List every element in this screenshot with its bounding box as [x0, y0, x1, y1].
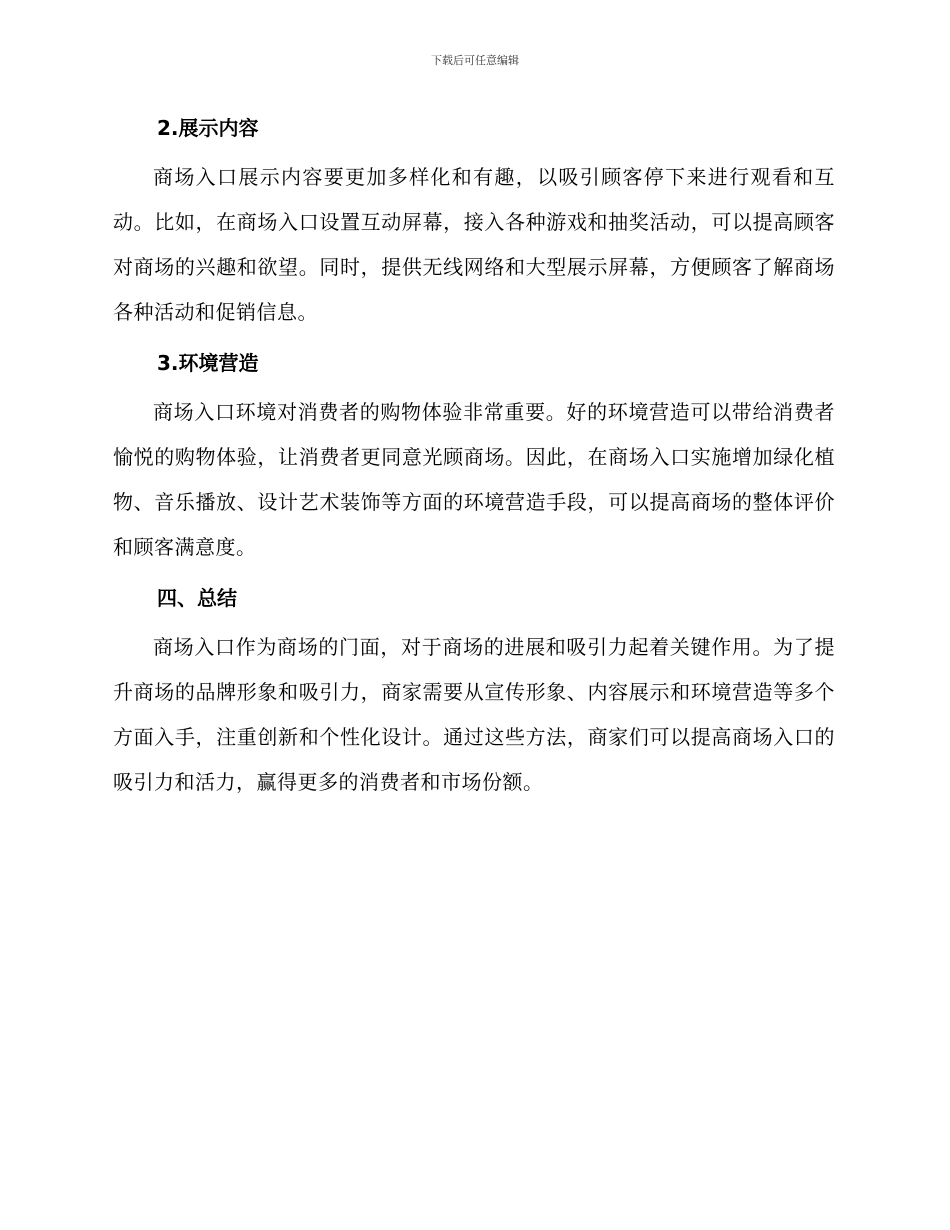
paragraph-summary: 商场入口作为商场的门面，对于商场的进展和吸引力起着关键作用。为了提升商场的品牌形象和吸引力，商家需要从宣传形象、内容展示和环境营造等多个方面入手，注重创新和个性化设计。通过这些方法，商家们可以提高商场入口的吸引力和活力，赢得更多的消费者和市场份额。 — [113, 635, 835, 794]
section-heading-environment: 3.环境营造 — [157, 351, 259, 375]
paragraph-environment: 商场入口环境对消费者的购物体验非常重要。好的环境营造可以带给消费者愉悦的购物体验，让消费者更同意光顾商场。因此，在商场入口实施增加绿化植物、音乐播放、设计艺术装饰等方面的环境营造手段，可以提高商场的整体评价和顾客满意度。 — [113, 400, 835, 559]
section-heading-display-content: 2.展示内容 — [157, 116, 259, 140]
document-body — [113, 113, 835, 805]
page-header: 下载后可任意编辑 — [431, 54, 519, 67]
section-heading-summary: 四、总结 — [157, 586, 237, 610]
paragraph-display-content: 商场入口展示内容要更加多样化和有趣，以吸引顾客停下来进行观看和互动。比如，在商场入口设置互动屏幕，接入各种游戏和抽奖活动，可以提高顾客对商场的兴趣和欲望。同时，提供无线网络和大型展示屏幕，方便顾客了解商场各种活动和促销信息。 — [113, 165, 835, 324]
